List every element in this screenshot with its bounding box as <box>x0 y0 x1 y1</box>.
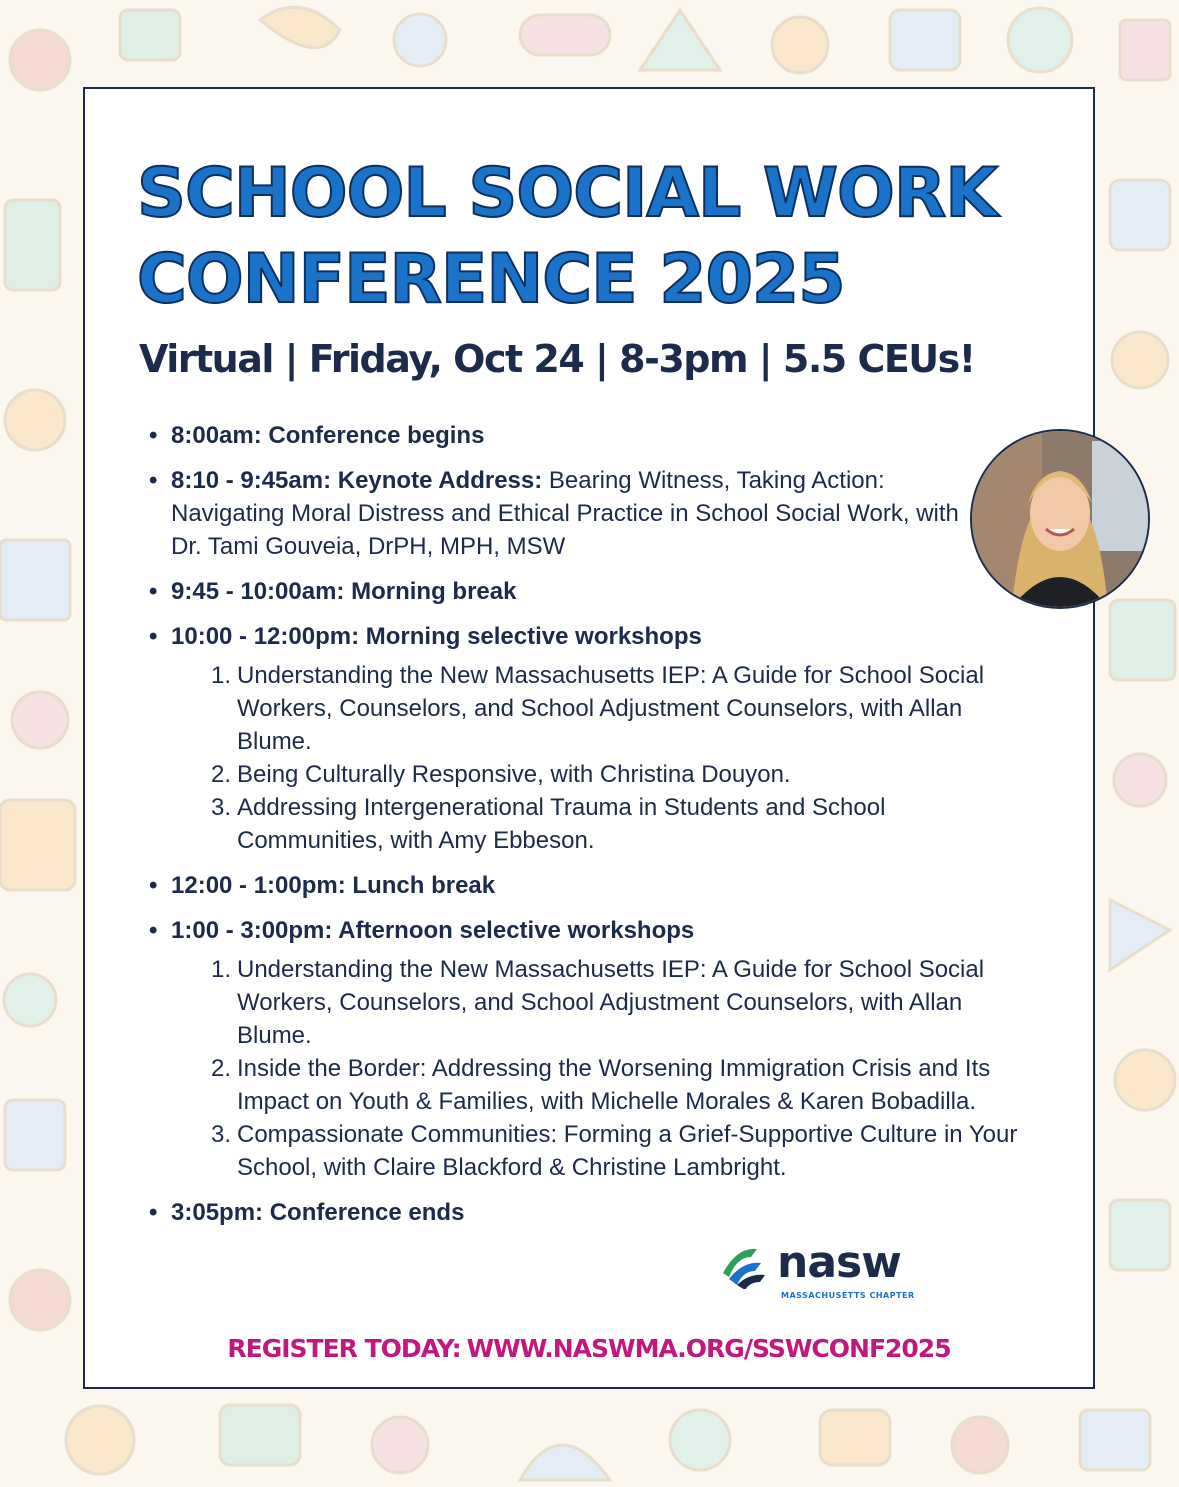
workshop-number: 1. <box>211 956 232 983</box>
title-line: CONFERENCE 2025 <box>137 240 845 319</box>
workshop-title: Addressing Intergenerational Trauma in Students and School Communities, with Amy Ebbeson. <box>237 794 886 854</box>
flyer-card <box>83 87 1095 1389</box>
afternoon-workshop-list <box>171 953 1037 1184</box>
agenda-item-morning-workshops <box>171 620 1091 857</box>
workshop-number: 1. <box>211 662 232 689</box>
event-details: Virtual | Friday, Oct 24 | 8-3pm | 5.5 CEUs! <box>139 337 975 381</box>
agenda-item <box>171 575 1091 608</box>
workshop-number: 2. <box>211 1055 232 1082</box>
workshop-title: Inside the Border: Addressing the Worsening Immigration Crisis and Its Impact on Youth & Families, with Michelle Morales & Karen Bobadilla. <box>237 1055 991 1115</box>
workshop-item <box>211 791 1037 857</box>
workshop-number: 3. <box>211 1121 232 1148</box>
agenda-time: 12:00 - 1:00pm: Lunch break <box>171 872 496 899</box>
agenda-item <box>171 1196 1091 1229</box>
workshop-item <box>211 1118 1037 1184</box>
workshop-number: 3. <box>211 794 232 821</box>
agenda-time: 3:05pm: Conference ends <box>171 1199 465 1226</box>
agenda-time: 9:45 - 10:00am: Morning break <box>171 578 517 605</box>
nasw-hands-logo-icon <box>719 1243 773 1289</box>
title-line: SCHOOL SOCIAL WORK <box>137 154 997 233</box>
conference-title <box>137 151 1067 323</box>
agenda-list <box>145 419 1091 1241</box>
workshop-title: Understanding the New Massachusetts IEP: A Guide for School Social Workers, Counselors, and School Adjustment Counselors, with Allan Blume. <box>237 956 985 1049</box>
workshop-item <box>211 953 1037 1052</box>
register-link[interactable]: WWW.NASWMA.ORG/SSWCONF2025 <box>466 1334 951 1363</box>
morning-workshop-list <box>171 659 1037 857</box>
workshop-item <box>211 1052 1037 1118</box>
workshop-title: Understanding the New Massachusetts IEP: A Guide for School Social Workers, Counselors, and School Adjustment Counselors, with Allan Blume. <box>237 662 985 755</box>
agenda-item-afternoon-workshops <box>171 914 1091 1184</box>
workshop-item <box>211 659 1037 758</box>
agenda-time: 8:00am: Conference begins <box>171 422 485 449</box>
nasw-logo <box>719 1237 929 1307</box>
agenda-time: 10:00 - 12:00pm: Morning selective workshops <box>171 623 702 650</box>
workshop-title: Being Culturally Responsive, with Christina Douyon. <box>237 761 791 788</box>
workshop-title: Compassionate Communities: Forming a Grief-Supportive Culture in Your School, with Claire Blackford & Christine Lambright. <box>237 1121 1018 1181</box>
agenda-item <box>171 869 1091 902</box>
logo-wordmark: nasw <box>777 1237 901 1288</box>
agenda-item-keynote <box>171 464 961 563</box>
register-label: REGISTER TODAY: <box>227 1334 461 1363</box>
agenda-item <box>171 419 1091 452</box>
speaker-photo <box>970 429 1150 609</box>
logo-chapter: MASSACHUSETTS CHAPTER <box>781 1291 915 1300</box>
agenda-time: 1:00 - 3:00pm: Afternoon selective workshops <box>171 917 695 944</box>
keynote-description: Bearing Witness, Taking Action: Navigating Moral Distress and Ethical Practice in School Social Work, with Dr. Tami Gouveia, DrPH, MPH, MSW <box>171 467 959 560</box>
workshop-item <box>211 758 1037 791</box>
agenda-time: 8:10 - 9:45am: Keynote Address: <box>171 467 543 494</box>
workshop-number: 2. <box>211 761 232 788</box>
register-call-to-action <box>85 1334 1093 1363</box>
